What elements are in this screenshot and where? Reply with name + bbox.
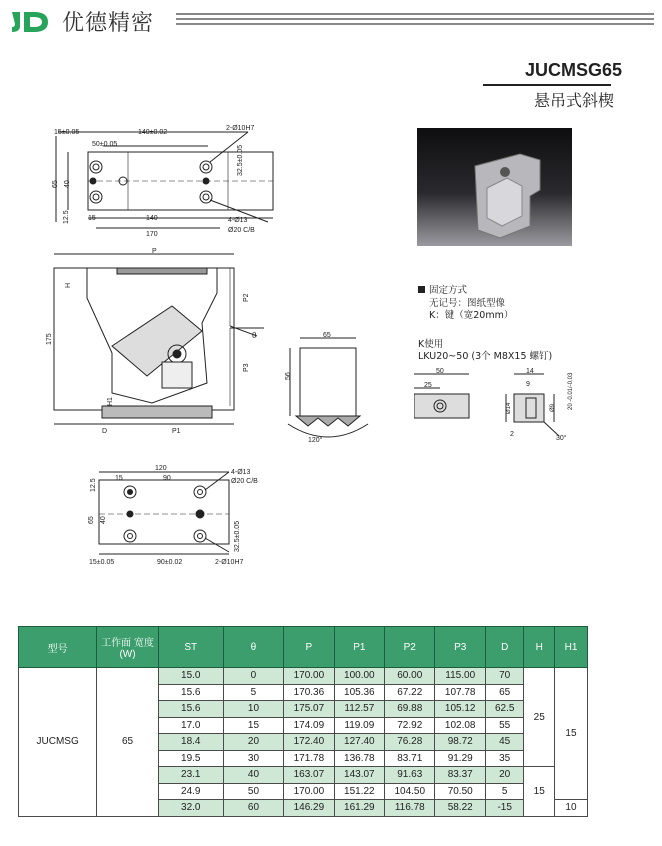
cell: 65 (485, 684, 524, 701)
svg-text:2: 2 (510, 431, 514, 438)
svg-text:H: H (65, 282, 72, 288)
svg-text:65: 65 (88, 516, 95, 524)
cell: 171.78 (284, 750, 334, 767)
col-header: 工作面 宽度(W) (97, 627, 159, 668)
bullet-square-icon (418, 286, 425, 293)
svg-text:40: 40 (100, 516, 107, 524)
svg-text:9: 9 (526, 381, 530, 388)
svg-text:20 -0.01/-0.03: 20 -0.01/-0.03 (568, 372, 574, 410)
svg-text:15±0.05: 15±0.05 (54, 129, 80, 136)
cell: 50 (223, 783, 283, 800)
cell: 58.22 (435, 800, 485, 817)
cell: 105.12 (435, 701, 485, 718)
cell: 76.28 (385, 734, 435, 751)
cell: 60.00 (385, 668, 435, 685)
cell: 70 (485, 668, 524, 685)
cell: 91.29 (435, 750, 485, 767)
cell: 15.0 (158, 668, 223, 685)
svg-text:H1: H1 (107, 397, 114, 406)
svg-text:Ø20 C/B: Ø20 C/B (231, 478, 258, 485)
cell: 20 (223, 734, 283, 751)
cell: 62.5 (485, 701, 524, 718)
front-view-drawing (42, 246, 272, 436)
svg-text:θ: θ (252, 331, 257, 340)
cell: -15 (485, 800, 524, 817)
cell: 172.40 (284, 734, 334, 751)
cell: 102.08 (435, 717, 485, 734)
mounting-notes (418, 285, 513, 323)
cell: 5 (223, 684, 283, 701)
col-header: ST (158, 627, 223, 668)
cell: 67.22 (385, 684, 435, 701)
svg-text:2-Ø10H7: 2-Ø10H7 (215, 559, 244, 566)
col-header: θ (223, 627, 283, 668)
cell: 35 (485, 750, 524, 767)
svg-text:12.5: 12.5 (90, 478, 97, 492)
cell: 161.29 (334, 800, 384, 817)
svg-text:4-Ø13: 4-Ø13 (228, 217, 248, 224)
key-drawing (414, 364, 584, 442)
model-cell: JUCMSG (19, 668, 97, 817)
notes-line2: K：键（宽20mm） (429, 310, 514, 321)
cell: 116.78 (385, 800, 435, 817)
svg-text:170: 170 (146, 231, 158, 238)
cell: 72.92 (385, 717, 435, 734)
svg-text:D: D (102, 428, 108, 435)
col-header: 型号 (19, 627, 97, 668)
svg-text:65: 65 (52, 180, 59, 188)
svg-text:2-Ø10H7: 2-Ø10H7 (226, 125, 255, 132)
svg-text:30°: 30° (556, 435, 567, 442)
cell: 104.50 (385, 783, 435, 800)
side-view-drawing (268, 328, 378, 446)
svg-text:Ø14: Ø14 (506, 402, 512, 414)
cell: 15 (223, 717, 283, 734)
key-usage-title: K使用 (418, 339, 444, 350)
col-header: P1 (334, 627, 384, 668)
cell: 163.07 (284, 767, 334, 784)
spec-table (18, 626, 588, 817)
svg-text:15±0.05: 15±0.05 (89, 559, 115, 566)
svg-text:12.5: 12.5 (63, 210, 70, 224)
cell: 112.57 (334, 701, 384, 718)
cell: 143.07 (334, 767, 384, 784)
col-header: H1 (554, 627, 587, 668)
cell: 10 (223, 701, 283, 718)
cell: 136.78 (334, 750, 384, 767)
table-row (19, 668, 588, 685)
svg-text:Ø20 C/B: Ø20 C/B (228, 227, 255, 234)
cell: 17.0 (158, 717, 223, 734)
width-cell: 65 (97, 668, 159, 817)
svg-text:32.5±0.05: 32.5±0.05 (234, 520, 241, 552)
cell: 15.6 (158, 701, 223, 718)
cell: 60 (223, 800, 283, 817)
cell: 18.4 (158, 734, 223, 751)
cell: 146.29 (284, 800, 334, 817)
cell: 5 (485, 783, 524, 800)
cell: 15.6 (158, 684, 223, 701)
title-underline (483, 84, 611, 86)
notes-title: 固定方式 (429, 285, 468, 296)
svg-text:40: 40 (64, 180, 71, 188)
cell: 151.22 (334, 783, 384, 800)
product-name: 悬吊式斜楔 (533, 91, 614, 110)
cell: 83.37 (435, 767, 485, 784)
key-usage-desc: LKU20~50 (3个 M8X15 螺钉) (418, 351, 553, 362)
svg-text:32.5±0.05: 32.5±0.05 (237, 144, 244, 176)
svg-text:56: 56 (285, 372, 292, 380)
cell: 0 (223, 668, 283, 685)
col-header: P3 (435, 627, 485, 668)
cell: 30 (223, 750, 283, 767)
svg-text:90: 90 (163, 475, 171, 482)
cell: 32.0 (158, 800, 223, 817)
cell: 119.09 (334, 717, 384, 734)
svg-text:P2: P2 (243, 293, 250, 302)
svg-text:120: 120 (155, 465, 167, 472)
cell: 19.5 (158, 750, 223, 767)
cell: 170.00 (284, 783, 334, 800)
notes-line1: 无记号：图纸型像 (429, 297, 506, 309)
cell: 105.36 (334, 684, 384, 701)
cell: 100.00 (334, 668, 384, 685)
cell: 115.00 (435, 668, 485, 685)
svg-text:140: 140 (146, 215, 158, 222)
svg-text:P: P (152, 248, 157, 255)
key-usage (418, 339, 552, 363)
svg-text:15: 15 (115, 475, 123, 482)
cell: 170.36 (284, 684, 334, 701)
cell: 69.88 (385, 701, 435, 718)
svg-text:P3: P3 (243, 363, 250, 372)
svg-text:65: 65 (323, 332, 331, 339)
col-header: H (524, 627, 555, 668)
h1-cell: 15 (554, 668, 587, 800)
cell: 20 (485, 767, 524, 784)
cell: 175.07 (284, 701, 334, 718)
table-header-row (19, 627, 588, 668)
svg-text:90±0.02: 90±0.02 (157, 559, 183, 566)
cell: 55 (485, 717, 524, 734)
col-header: P (284, 627, 334, 668)
header-rule (176, 13, 654, 27)
cell: 98.72 (435, 734, 485, 751)
cell: 174.09 (284, 717, 334, 734)
cell: 91.63 (385, 767, 435, 784)
svg-text:15: 15 (88, 215, 96, 222)
col-header: D (485, 627, 524, 668)
h-cell: 15 (524, 767, 555, 817)
cell: 40 (223, 767, 283, 784)
h1-cell: 10 (554, 800, 587, 817)
cell: 45 (485, 734, 524, 751)
svg-text:140±0.02: 140±0.02 (138, 129, 168, 136)
svg-text:25: 25 (424, 382, 432, 389)
product-photo (417, 128, 572, 246)
svg-text:175: 175 (46, 333, 53, 345)
h-cell: 25 (524, 668, 555, 767)
svg-text:Ø9: Ø9 (550, 403, 556, 412)
top-view-drawing (48, 122, 288, 240)
model-title: JUCMSG65 (524, 60, 622, 80)
jd-logo (10, 10, 50, 34)
bottom-view-drawing (85, 462, 285, 570)
brand-name: 优德精密 (62, 11, 155, 36)
cell: 24.9 (158, 783, 223, 800)
cell: 107.78 (435, 684, 485, 701)
svg-text:14: 14 (526, 368, 534, 375)
cell: 70.50 (435, 783, 485, 800)
svg-text:50±0.05: 50±0.05 (92, 141, 118, 148)
svg-text:4-Ø13: 4-Ø13 (231, 469, 251, 476)
svg-text:P1: P1 (172, 428, 181, 435)
svg-text:50: 50 (436, 368, 444, 375)
cell: 170.00 (284, 668, 334, 685)
cell: 127.40 (334, 734, 384, 751)
cell: 23.1 (158, 767, 223, 784)
cell: 83.71 (385, 750, 435, 767)
svg-text:120°: 120° (308, 437, 323, 444)
col-header: P2 (385, 627, 435, 668)
